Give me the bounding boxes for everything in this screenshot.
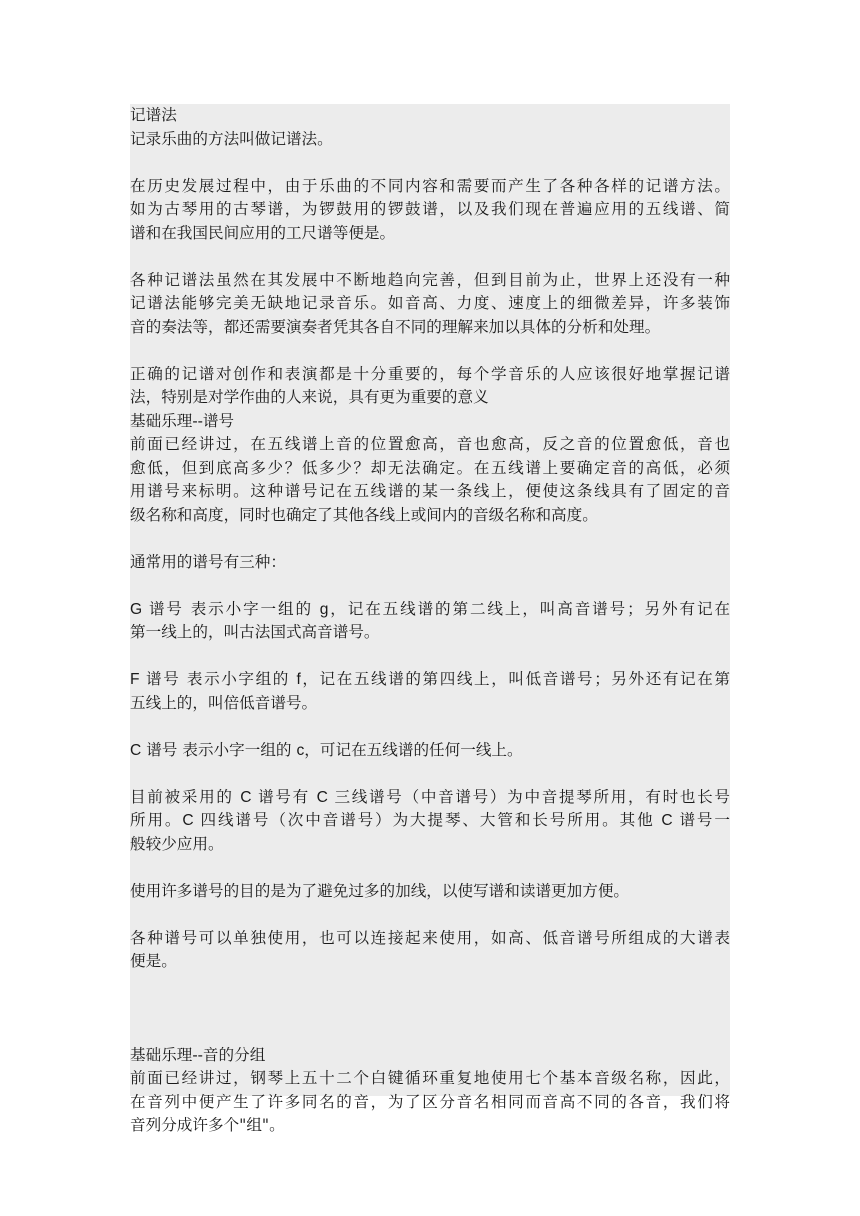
history-paragraph-line: 谱和在我国民间应用的工尺谱等便是。 bbox=[130, 223, 396, 242]
importance-paragraph-line: 法，特别是对学作曲的人来说，具有更为重要的意义 bbox=[130, 388, 489, 406]
f-clef-paragraph-line: F 谱号 表示小字组的 f，记在五线谱的第四线上，叫低音谱号；另外还有记在第 bbox=[130, 670, 730, 688]
clef-types-paragraph: 通常用的谱号有三种： bbox=[130, 552, 286, 571]
section-title-octave-groups: 基础乐理--音的分组 bbox=[130, 1045, 266, 1064]
c-clef-usage-paragraph-line: 所用。C 四线谱号（次中音谱号）为大提琴、大管和长号所用。其他 C 谱号一 bbox=[130, 811, 730, 829]
intro-paragraph: 记录乐曲的方法叫做记谱法。 bbox=[130, 129, 333, 148]
c-clef-usage-paragraph-line: 般较少应用。 bbox=[130, 834, 224, 853]
history-paragraph-line: 在历史发展过程中，由于乐曲的不同内容和需要而产生了各种各样的记谱方法。 bbox=[130, 176, 730, 195]
octave-groups-paragraph-line: 音列分成许多个"组"。 bbox=[130, 1116, 285, 1134]
clef-intro-paragraph-line: 用谱号来标明。这种谱号记在五线谱的某一条线上，便使这条线具有了固定的音 bbox=[130, 482, 730, 500]
clef-purpose-paragraph: 使用许多谱号的目的是为了避免过多的加线，以使写谱和读谱更加方便。 bbox=[130, 881, 630, 900]
c-clef-letter: C bbox=[130, 741, 142, 759]
document-title: 记谱法 bbox=[130, 106, 177, 124]
f-clef-paragraph-line: 五线上的，叫倍低音谱号。 bbox=[130, 693, 318, 712]
document-body bbox=[130, 104, 730, 1134]
grand-staff-paragraph-line: 便是。 bbox=[130, 952, 177, 970]
importance-paragraph-line: 正确的记谱对创作和表演都是十分重要的，每个学音乐的人应该很好地掌握记谱 bbox=[130, 364, 730, 383]
grand-staff-paragraph-line: 各种谱号可以单独使用，也可以连接起来使用，如高、低音谱号所组成的大谱表 bbox=[130, 928, 730, 947]
clef-intro-paragraph-line: 前面已经讲过，在五线谱上音的位置愈高，音也愈高，反之音的位置愈低，音也 bbox=[130, 435, 730, 453]
c-clef-paragraph-line: C 谱号 表示小字一组的 c，可记在五线谱的任何一线上。 bbox=[130, 740, 523, 759]
g-note-letter: g bbox=[319, 600, 329, 618]
g-clef-paragraph-line: 第一线上的，叫古法国式高音谱号。 bbox=[130, 623, 380, 641]
octave-groups-paragraph-line: 前面已经讲过，钢琴上五十二个白键循环重复地使用七个基本音级名称，因此， bbox=[130, 1069, 730, 1087]
notation-limits-paragraph-line: 各种记谱法虽然在其发展中不断地趋向完善，但到目前为止，世界上还没有一种 bbox=[130, 270, 730, 289]
f-note-letter: f bbox=[296, 671, 301, 688]
section-title-clefs: 基础乐理--谱号 bbox=[130, 411, 235, 430]
f-clef-letter: F bbox=[130, 671, 140, 688]
notation-limits-paragraph-line: 记谱法能够完美无缺地记录音乐。如音高、力度、速度上的细微差异，许多装饰 bbox=[130, 294, 730, 312]
octave-groups-paragraph-line: 在音列中便产生了许多同名的音，为了区分音名相同而音高不同的各音，我们将 bbox=[130, 1092, 730, 1111]
g-clef-letter: G bbox=[130, 600, 143, 618]
g-clef-paragraph-line: G 谱号 表示小字一组的 g，记在五线谱的第二线上，叫高音谱号；另外有记在 bbox=[130, 599, 730, 618]
clef-intro-paragraph-line: 愈低，但到底高多少？低多少？却无法确定。在五线谱上要确定音的高低，必须 bbox=[130, 458, 730, 477]
notation-limits-paragraph-line: 音的奏法等，都还需要演奏者凭其各自不同的理解来加以具体的分析和处理。 bbox=[130, 317, 661, 336]
history-paragraph-line: 如为古琴用的古琴谱，为锣鼓用的锣鼓谱，以及我们现在普遍应用的五线谱、简 bbox=[130, 200, 730, 218]
c-note-letter: c bbox=[296, 741, 305, 759]
c-clef-usage-paragraph-line: 目前被采用的 C 谱号有 C 三线谱号（中音谱号）为中音提琴所用，有时也长号 bbox=[130, 787, 730, 806]
clef-intro-paragraph-line: 级名称和高度，同时也确定了其他各线上或间内的音级名称和高度。 bbox=[130, 505, 598, 524]
